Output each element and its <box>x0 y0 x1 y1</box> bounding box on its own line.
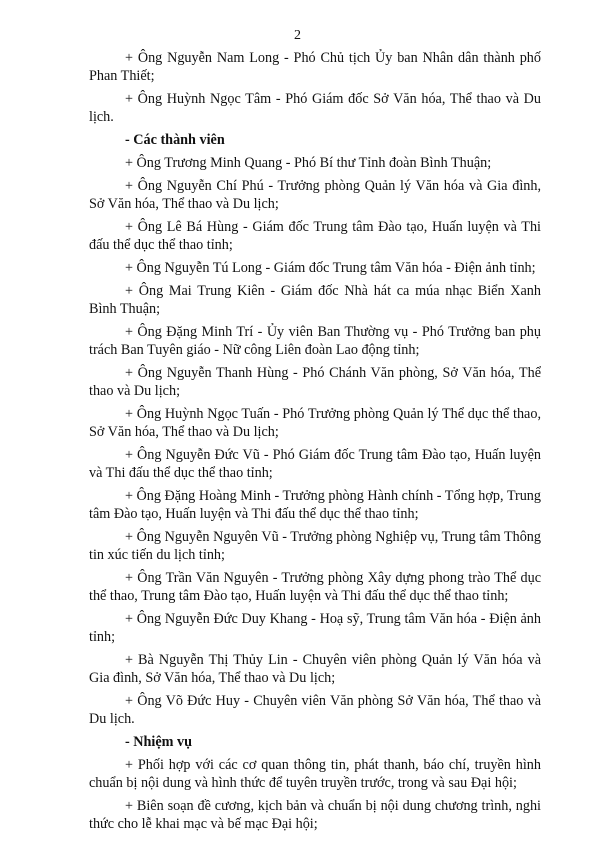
list-item: + Ông Đặng Minh Trí - Ủy viên Ban Thường vụ - Phó Trưởng ban phụ trách Ban Tuyên giáo - Nữ công Liên đoàn Lao động tỉnh; <box>89 324 541 358</box>
list-item: + Ông Đặng Hoàng Minh - Trưởng phòng Hành chính - Tổng hợp, Trung tâm Đào tạo, Huấn luyện và Thi đấu thể dục thể thao tỉnh; <box>89 488 541 522</box>
list-item: + Ông Huỳnh Ngọc Tâm - Phó Giám đốc Sở Văn hóa, Thể thao và Du lịch. <box>89 91 541 125</box>
section-heading: - Các thành viên <box>125 132 225 148</box>
list-item: + Biên soạn đề cương, kịch bản và chuẩn bị nội dung chương trình, nghi thức cho lễ khai mạc và bế mạc Đại hội; <box>89 798 541 832</box>
list-item: + Ông Huỳnh Ngọc Tuấn - Phó Trưởng phòng Quản lý Thể dục thể thao, Sở Văn hóa, Thể thao và Du lịch; <box>89 406 541 440</box>
section-heading: - Nhiệm vụ <box>125 734 192 750</box>
page-number: 2 <box>294 28 301 43</box>
list-item: + Phối hợp với các cơ quan thông tin, phát thanh, báo chí, truyền hình chuẩn bị nội dung và hình thức để tuyên truyền trước, trong và sau Đại hội; <box>89 757 541 791</box>
list-item: + Ông Trương Minh Quang - Phó Bí thư Tỉnh đoàn Bình Thuận; <box>125 155 492 171</box>
list-item: + Ông Trần Văn Nguyên - Trưởng phòng Xây dựng phong trào Thể dục thể thao, Trung tâm Đào tạo, Huấn luyện và Thi đấu thể dục thể thao tỉnh; <box>89 570 541 604</box>
list-item: + Ông Nguyễn Tú Long - Giám đốc Trung tâm Văn hóa - Điện ảnh tỉnh; <box>125 260 536 276</box>
list-item: + Ông Nguyễn Thanh Hùng - Phó Chánh Văn phòng, Sở Văn hóa, Thể thao và Du lịch; <box>89 365 541 399</box>
list-item: + Ông Nguyễn Nam Long - Phó Chủ tịch Ủy ban Nhân dân thành phố Phan Thiết; <box>89 50 541 84</box>
list-item: + Ông Nguyễn Nguyên Vũ - Trưởng phòng Nghiệp vụ, Trung tâm Thông tin xúc tiến du lịch tỉnh; <box>89 529 541 563</box>
list-item: + Ông Nguyễn Đức Vũ - Phó Giám đốc Trung tâm Đào tạo, Huấn luyện và Thi đấu thể dục thể thao tỉnh; <box>89 447 541 481</box>
list-item: + Ông Nguyễn Đức Duy Khang - Hoạ sỹ, Trung tâm Văn hóa - Điện ảnh tỉnh; <box>89 611 541 645</box>
list-item: + Ông Lê Bá Hùng - Giám đốc Trung tâm Đào tạo, Huấn luyện và Thi đấu thể dục thể thao tỉnh; <box>89 219 541 253</box>
list-item: + Ông Võ Đức Huy - Chuyên viên Văn phòng Sở Văn hóa, Thể thao và Du lịch. <box>89 693 541 727</box>
list-item: + Ông Nguyễn Chí Phú - Trưởng phòng Quản lý Văn hóa và Gia đình, Sở Văn hóa, Thể thao và Du lịch; <box>89 178 541 212</box>
list-item: + Bà Nguyễn Thị Thủy Lin - Chuyên viên phòng Quản lý Văn hóa và Gia đình, Sở Văn hóa, Thể thao và Du lịch; <box>89 652 541 686</box>
document-body <box>89 49 541 838</box>
list-item: + Ông Mai Trung Kiên - Giám đốc Nhà hát ca múa nhạc Biển Xanh Bình Thuận; <box>89 283 541 317</box>
